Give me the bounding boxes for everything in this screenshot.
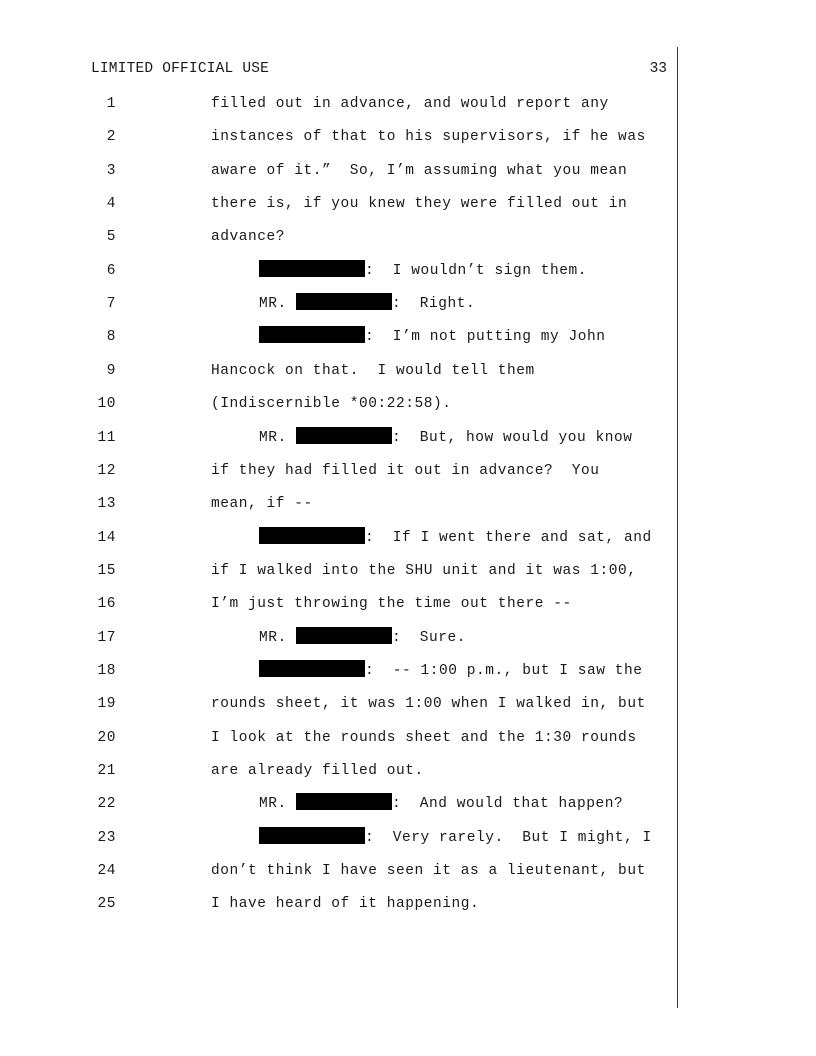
line-content: aware of it.” So, I’m assuming what you mean <box>211 162 628 179</box>
line-text <box>211 493 313 515</box>
line-content: : And would that happen? <box>392 796 624 813</box>
line-number: 5 <box>106 229 116 246</box>
line-text <box>211 593 572 615</box>
transcript-line <box>0 693 680 715</box>
line-number: 17 <box>97 629 116 646</box>
line-text <box>211 693 646 715</box>
line-number: 11 <box>97 429 116 446</box>
speaker-prefix: MR. <box>259 296 297 313</box>
redaction-box <box>296 793 392 810</box>
transcript-line <box>0 593 680 615</box>
line-content: mean, if -- <box>211 496 313 513</box>
line-number: 3 <box>106 162 116 179</box>
line-number: 20 <box>97 729 116 746</box>
line-number: 8 <box>106 329 116 346</box>
transcript-line <box>0 893 680 915</box>
line-number: 18 <box>97 662 116 679</box>
line-text <box>211 727 637 749</box>
transcript-line <box>0 827 680 849</box>
line-number: 6 <box>106 262 116 279</box>
transcript-line <box>0 393 680 415</box>
transcript-line <box>0 527 680 549</box>
line-text <box>259 660 643 682</box>
line-content: (Indiscernible *00:22:58). <box>211 396 452 413</box>
line-content: : I’m not putting my John <box>365 329 606 346</box>
transcript-line <box>0 226 680 248</box>
line-number: 14 <box>97 529 116 546</box>
redaction-box <box>259 660 365 677</box>
classification-header: LIMITED OFFICIAL USE <box>91 61 270 77</box>
line-content: instances of that to his supervisors, if he was <box>211 129 646 146</box>
line-content: : Very rarely. But I might, I <box>365 829 652 846</box>
line-content: are already filled out. <box>211 763 424 779</box>
line-number: 9 <box>106 362 116 379</box>
line-number: 10 <box>97 396 116 413</box>
line-content: there is, if you knew they were filled out in <box>211 196 628 213</box>
transcript-line <box>0 360 680 382</box>
line-text <box>259 293 475 315</box>
line-content: I have heard of it happening. <box>211 896 480 913</box>
line-content: : Right. <box>392 296 476 313</box>
line-content: I look at the rounds sheet and the 1:30 rounds <box>211 729 637 746</box>
transcript-line <box>0 326 680 348</box>
line-text <box>259 326 606 348</box>
line-text <box>259 427 633 449</box>
line-content: don’t think I have seen it as a lieutenant, but <box>211 863 646 880</box>
redaction-box <box>296 427 392 444</box>
line-text <box>211 193 627 215</box>
line-number: 15 <box>97 562 116 579</box>
line-text <box>211 893 479 915</box>
line-content: : I wouldn’t sign them. <box>365 262 588 279</box>
speaker-prefix: MR. <box>259 629 297 646</box>
line-number: 24 <box>97 863 116 880</box>
transcript-line <box>0 560 680 582</box>
page-number: 33 <box>649 61 667 77</box>
line-number: 21 <box>97 763 116 779</box>
transcript-line <box>0 493 680 515</box>
line-text <box>259 827 652 849</box>
transcript-line <box>0 260 680 282</box>
line-content: if they had filled it out in advance? You <box>211 462 600 479</box>
line-content: I’m just throwing the time out there -- <box>211 596 572 613</box>
speaker-prefix: MR. <box>259 429 297 446</box>
line-text <box>211 126 646 148</box>
line-number: 23 <box>97 829 116 846</box>
line-content: filled out in advance, and would report any <box>211 96 609 112</box>
line-text <box>211 860 646 882</box>
transcript-line <box>0 460 680 482</box>
line-number: 12 <box>97 462 116 479</box>
line-text <box>211 393 452 415</box>
transcript-line <box>0 860 680 882</box>
line-text <box>211 360 535 382</box>
line-content: rounds sheet, it was 1:00 when I walked in, but <box>211 696 646 713</box>
line-number: 25 <box>97 896 116 913</box>
line-text <box>211 760 424 782</box>
line-text <box>211 460 600 482</box>
line-content: advance? <box>211 229 286 246</box>
transcript-line <box>0 293 680 315</box>
redaction-box <box>259 260 365 277</box>
speaker-prefix: MR. <box>259 796 297 813</box>
line-text <box>259 527 652 549</box>
line-number: 7 <box>106 296 116 313</box>
transcript-line <box>0 427 680 449</box>
redaction-box <box>259 527 365 544</box>
line-number: 19 <box>97 696 116 713</box>
line-text <box>259 260 587 282</box>
redaction-box <box>296 293 392 310</box>
transcript-line <box>0 627 680 649</box>
transcript-line <box>0 727 680 749</box>
line-content: if I walked into the SHU unit and it was 1:00, <box>211 562 637 579</box>
line-number: 16 <box>97 596 116 613</box>
redaction-box <box>259 326 365 343</box>
line-content: : Sure. <box>392 629 467 646</box>
transcript-line <box>0 660 680 682</box>
transcript-line <box>0 126 680 148</box>
redaction-box <box>296 627 392 644</box>
redaction-box <box>259 827 365 844</box>
transcript-line <box>0 93 680 115</box>
line-content: : But, how would you know <box>392 429 633 446</box>
line-number: 1 <box>106 96 116 112</box>
transcript-line <box>0 793 680 815</box>
line-text <box>259 627 466 649</box>
line-text <box>211 160 627 182</box>
line-number: 13 <box>97 496 116 513</box>
line-text <box>211 226 285 248</box>
line-content: Hancock on that. I would tell them <box>211 362 535 379</box>
line-text <box>211 560 637 582</box>
transcript-line <box>0 760 680 782</box>
transcript-line <box>0 160 680 182</box>
line-content: : If I went there and sat, and <box>365 529 652 546</box>
line-number: 2 <box>106 129 116 146</box>
line-text <box>211 93 609 115</box>
line-number: 4 <box>106 196 116 213</box>
transcript-line <box>0 193 680 215</box>
line-number: 22 <box>97 796 116 813</box>
line-text <box>259 793 623 815</box>
line-content: : -- 1:00 p.m., but I saw the <box>365 662 643 679</box>
